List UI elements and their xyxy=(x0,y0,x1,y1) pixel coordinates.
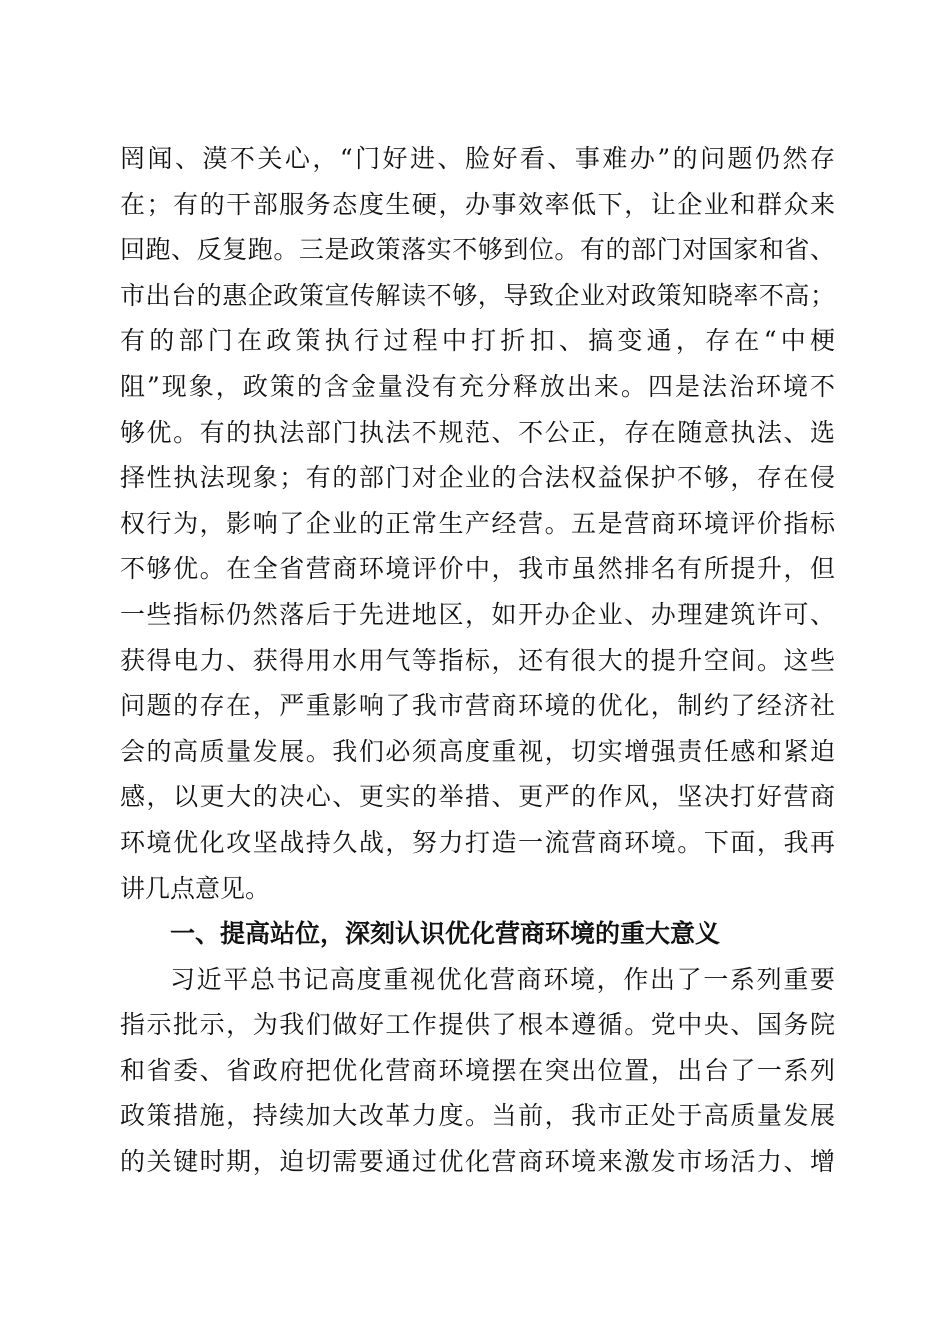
text-line: 讲几点意见。 xyxy=(120,873,271,903)
text-line: 在；有的干部服务态度生硬，办事效率低下，让企业和群众来 xyxy=(120,189,835,219)
text-line: 回跑、反复跑。三是政策落实不够到位。有的部门对国家和省、 xyxy=(120,235,835,265)
text-line: 环境优化攻坚战持久战，努力打造一流营商环境。下面，我再 xyxy=(120,827,835,857)
text-line: 感，以更大的决心、更实的举措、更严的作风，坚决打好营商 xyxy=(120,782,835,812)
text-line: 够优。有的执法部门执法不规范、不公正，存在随意执法、选 xyxy=(120,417,835,447)
text-line: 问题的存在，严重影响了我市营商环境的优化，制约了经济社 xyxy=(120,691,835,721)
text-line: 会的高质量发展。我们必须高度重视，切实增强责任感和紧迫 xyxy=(120,736,835,766)
text-line: 罔闻、漠不关心，“门好进、脸好看、事难办”的问题仍然存 xyxy=(120,144,835,173)
paragraph-line: 政策措施，持续加大改革力度。当前，我市正处于高质量发展 xyxy=(120,1101,835,1131)
paragraph-line: 习近平总书记高度重视优化营商环境，作出了一系列重要 xyxy=(170,964,835,994)
text-line: 市出台的惠企政策宣传解读不够，导致企业对政策知晓率不高； xyxy=(120,280,835,310)
text-line: 阻”现象，政策的含金量没有充分释放出来。四是法治环境不 xyxy=(120,371,835,401)
paragraph-line: 和省委、省政府把优化营商环境摆在突出位置，出台了一系列 xyxy=(120,1055,835,1085)
paragraph-line: 指示批示，为我们做好工作提供了根本遵循。党中央、国务院 xyxy=(120,1010,835,1040)
text-line: 权行为，影响了企业的正常生产经营。五是营商环境评价指标 xyxy=(120,508,835,538)
text-line: 一些指标仍然落后于先进地区，如开办企业、办理建筑许可、 xyxy=(120,599,835,629)
text-line: 不够优。在全省营商环境评价中，我市虽然排名有所提升，但 xyxy=(120,554,835,584)
section-heading: 一、提高站位，深刻认识优化营商环境的重大意义 xyxy=(170,919,721,949)
document-body xyxy=(120,136,835,1185)
text-line: 择性执法现象；有的部门对企业的合法权益保护不够，存在侵 xyxy=(120,463,835,493)
text-line: 有的部门在政策执行过程中打折扣、搞变通，存在“中梗 xyxy=(120,326,835,356)
text-line: 获得电力、获得用水用气等指标，还有很大的提升空间。这些 xyxy=(120,645,835,675)
paragraph-line: 的关键时期，迫切需要通过优化营商环境来激发市场活力、增 xyxy=(120,1147,835,1177)
